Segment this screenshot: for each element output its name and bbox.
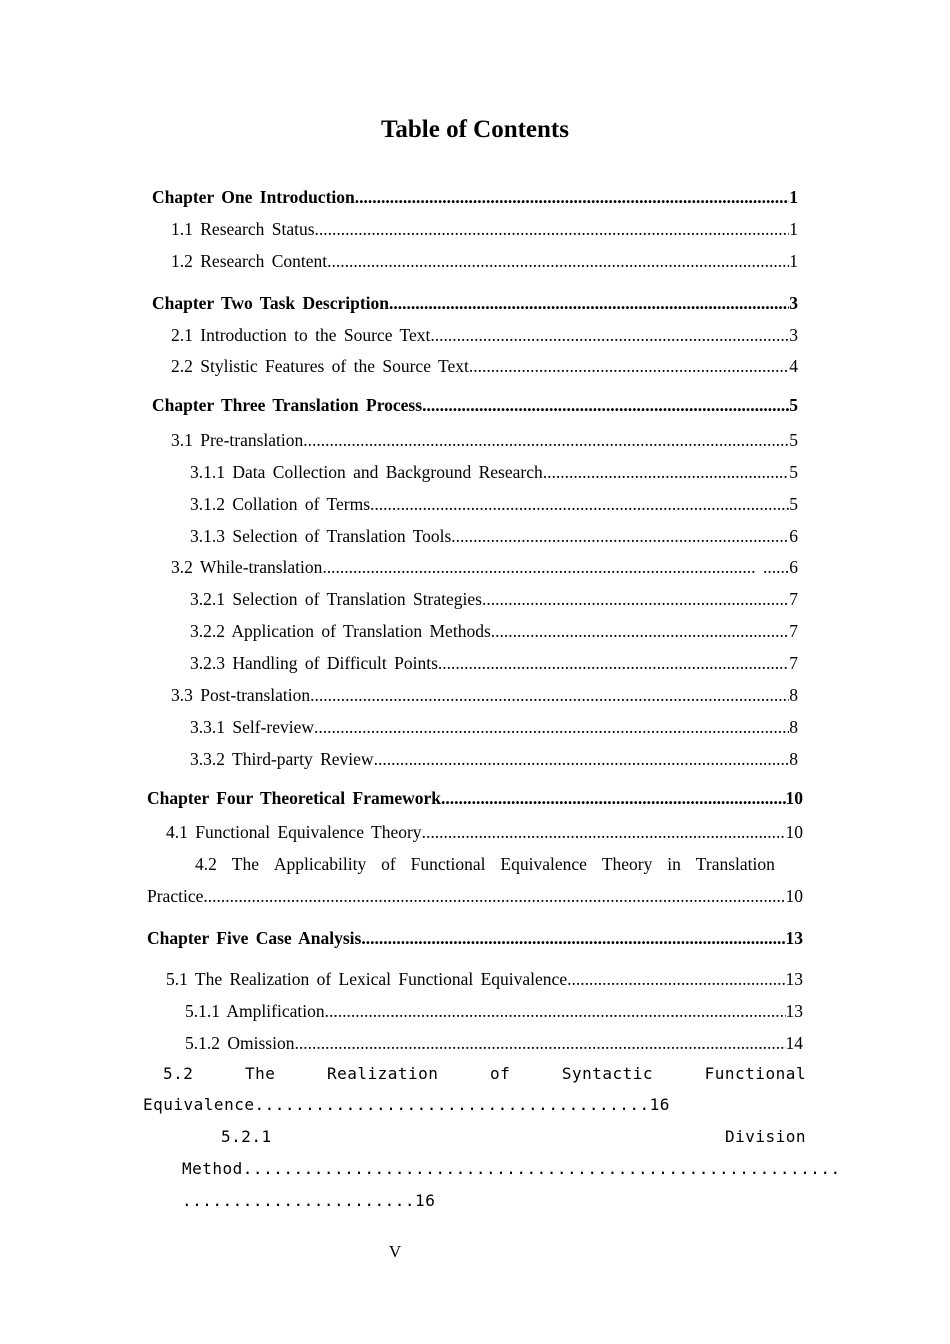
toc-entry-5-1-1[interactable] (185, 1001, 803, 1025)
toc-entry-4-2-line2[interactable] (147, 886, 803, 910)
toc-page-number: 14 (785, 1033, 803, 1053)
toc-entry-2-2[interactable] (171, 356, 798, 380)
leader-dots (310, 685, 789, 706)
toc-entry-3-2-2[interactable] (190, 621, 798, 645)
toc-entry-label: 3.2.2 Application of Translation Methods (190, 621, 491, 641)
toc-page-number: 5 (789, 430, 798, 450)
toc-entry-5-1-2[interactable] (185, 1033, 803, 1057)
word: Theory (601, 854, 653, 874)
word: in (667, 854, 681, 874)
toc-page-number: 10 (785, 788, 803, 808)
toc-entry-2-1[interactable] (171, 325, 798, 349)
word: Syntactic (561, 1064, 654, 1083)
toc-entry-label: 2.1 Introduction to the Source Text (171, 325, 431, 345)
toc-entry-label: 5.1.2 Omission (185, 1033, 295, 1053)
toc-entry-label: 1.1 Research Status (171, 219, 315, 239)
toc-entry-label: 2.2 Stylistic Features of the Source Text (171, 356, 469, 376)
toc-entry-label: 5.1 The Realization of Lexical Functional Equivalence (166, 969, 568, 989)
word: Division (724, 1127, 806, 1146)
toc-entry-label: Practice (147, 886, 204, 906)
toc-entry-chapter-one[interactable] (152, 187, 798, 211)
leader-dots (374, 749, 790, 770)
toc-entry-5-2-1-line1[interactable] (221, 1127, 806, 1151)
leader-dots (314, 717, 789, 738)
word: of (381, 854, 396, 874)
word: Equivalence (500, 854, 587, 874)
leader-dots (469, 356, 789, 377)
toc-entry-4-2-line1[interactable] (195, 854, 775, 878)
toc-page-number: 13 (785, 969, 803, 989)
page-title: Table of Contents (381, 116, 569, 143)
leader-dots (451, 526, 789, 547)
toc-entry-3-1-1[interactable] (190, 462, 798, 486)
toc-page-number: 7 (789, 621, 798, 641)
word: Realization (326, 1064, 439, 1083)
word: Functional (410, 854, 486, 874)
toc-page-number: 7 (789, 653, 798, 673)
toc-entry-label: Chapter Three Translation Process (152, 395, 423, 415)
leader-dots (203, 886, 785, 907)
leader-dots (370, 494, 789, 515)
toc-page-number: 1 (789, 187, 798, 207)
toc-entry-3-1[interactable] (171, 430, 798, 454)
toc-entry-chapter-four[interactable] (147, 788, 803, 812)
leader-dots (355, 187, 790, 208)
word: Translation (695, 854, 775, 874)
leader-dots (325, 1001, 786, 1022)
leader-dots (438, 653, 789, 674)
leader-dots (422, 822, 786, 843)
toc-entry-label: 3.2 While-translation (171, 557, 323, 577)
word: of (490, 1064, 511, 1083)
toc-page-number: 6 (789, 526, 798, 546)
toc-page-number: 4 (789, 356, 798, 376)
leader-dots (315, 219, 790, 240)
toc-entry-chapter-two[interactable] (152, 293, 798, 317)
word: Functional (704, 1064, 806, 1083)
toc-entry-5-2-1-line2[interactable]: Method........................................................... (182, 1159, 841, 1178)
leader-dots (389, 293, 789, 314)
leader-dots (322, 557, 755, 578)
leader-dots (294, 1033, 785, 1054)
toc-entry-label: Chapter One Introduction (152, 187, 355, 207)
word: 5.2.1 (221, 1127, 272, 1146)
toc-entry-label: 4.1 Functional Equivalence Theory (166, 822, 422, 842)
toc-entry-3-2-3[interactable] (190, 653, 798, 677)
toc-page-number: 1 (789, 251, 798, 271)
toc-entry-3-1-2[interactable] (190, 494, 798, 518)
toc-page-number: 10 (785, 822, 803, 842)
toc-page-number: ......6 (763, 557, 798, 577)
toc-entry-label: Chapter Four Theoretical Framework (147, 788, 441, 808)
leader-dots (482, 589, 789, 610)
word: The (244, 1064, 276, 1083)
toc-page-number: 1 (789, 219, 798, 239)
toc-entry-1-2[interactable] (171, 251, 798, 275)
toc-page-number: 13 (785, 928, 803, 948)
toc-entry-chapter-three[interactable] (152, 395, 798, 419)
toc-entry-label: 3.3 Post-translation (171, 685, 311, 705)
toc-entry-4-1[interactable] (166, 822, 803, 846)
word: The (231, 854, 259, 874)
toc-entry-chapter-five[interactable] (147, 928, 803, 952)
leader-dots (567, 969, 785, 990)
toc-page-number: 5 (789, 462, 798, 482)
toc-entry-label: 3.1.2 Collation of Terms (190, 494, 371, 514)
leader-dots (361, 928, 785, 949)
toc-entry-label: 3.1.1 Data Collection and Background Research (190, 462, 543, 482)
toc-entry-label: 3.3.2 Third-party Review (190, 749, 374, 769)
toc-entry-3-1-3[interactable] (190, 526, 798, 550)
word: 5.2 (163, 1064, 194, 1083)
leader-dots (441, 788, 786, 809)
toc-entry-label: 3.2.3 Handling of Difficult Points (190, 653, 438, 673)
leader-dots (422, 395, 789, 416)
toc-page-number: 3 (789, 293, 798, 313)
toc-page-number: 10 (785, 886, 803, 906)
leader-dots (327, 251, 789, 272)
toc-page-number: 5 (789, 494, 798, 514)
toc-entry-3-2[interactable] (171, 557, 798, 581)
toc-entry-label: 3.2.1 Selection of Translation Strategies (190, 589, 482, 609)
toc-entry-5-1[interactable] (166, 969, 803, 993)
toc-entry-label: 3.1.3 Selection of Translation Tools (190, 526, 452, 546)
page-number-footer: V (388, 1242, 402, 1261)
toc-page-number: 8 (789, 749, 798, 769)
toc-entry-3-3-2[interactable] (190, 749, 798, 773)
toc-entry-label: 5.1.1 Amplification (185, 1001, 325, 1021)
leader-dots (491, 621, 790, 642)
toc-entry-3-3-1[interactable] (190, 717, 798, 741)
word: Applicability (273, 854, 367, 874)
toc-entry-label: 3.1 Pre-translation (171, 430, 304, 450)
toc-entry-5-2-1-line3[interactable]: .......................16 (182, 1191, 436, 1210)
toc-entry-label: Chapter Five Case Analysis (147, 928, 362, 948)
leader-dots (543, 462, 790, 483)
toc-entry-label: 1.2 Research Content (171, 251, 328, 271)
toc-page-number: 7 (789, 589, 798, 609)
leader-dots (430, 325, 789, 346)
toc-page-number: 13 (785, 1001, 803, 1021)
toc-page-number: 3 (789, 325, 798, 345)
leader-dots (303, 430, 789, 451)
toc-entry-label: Chapter Two Task Description (152, 293, 390, 313)
toc-page-number: 8 (789, 717, 798, 737)
word: 4.2 (195, 854, 217, 874)
toc-entry-label: 3.3.1 Self-review (190, 717, 315, 737)
toc-entry-1-1[interactable] (171, 219, 798, 243)
toc-page-number: 8 (789, 685, 798, 705)
toc-page-number: 5 (789, 395, 798, 415)
toc-entry-3-2-1[interactable] (190, 589, 798, 613)
toc-entry-5-2-line2[interactable]: Equivalence.......................................16 (143, 1095, 670, 1114)
toc-entry-3-3[interactable] (171, 685, 798, 709)
toc-entry-5-2-line1[interactable] (163, 1064, 806, 1088)
